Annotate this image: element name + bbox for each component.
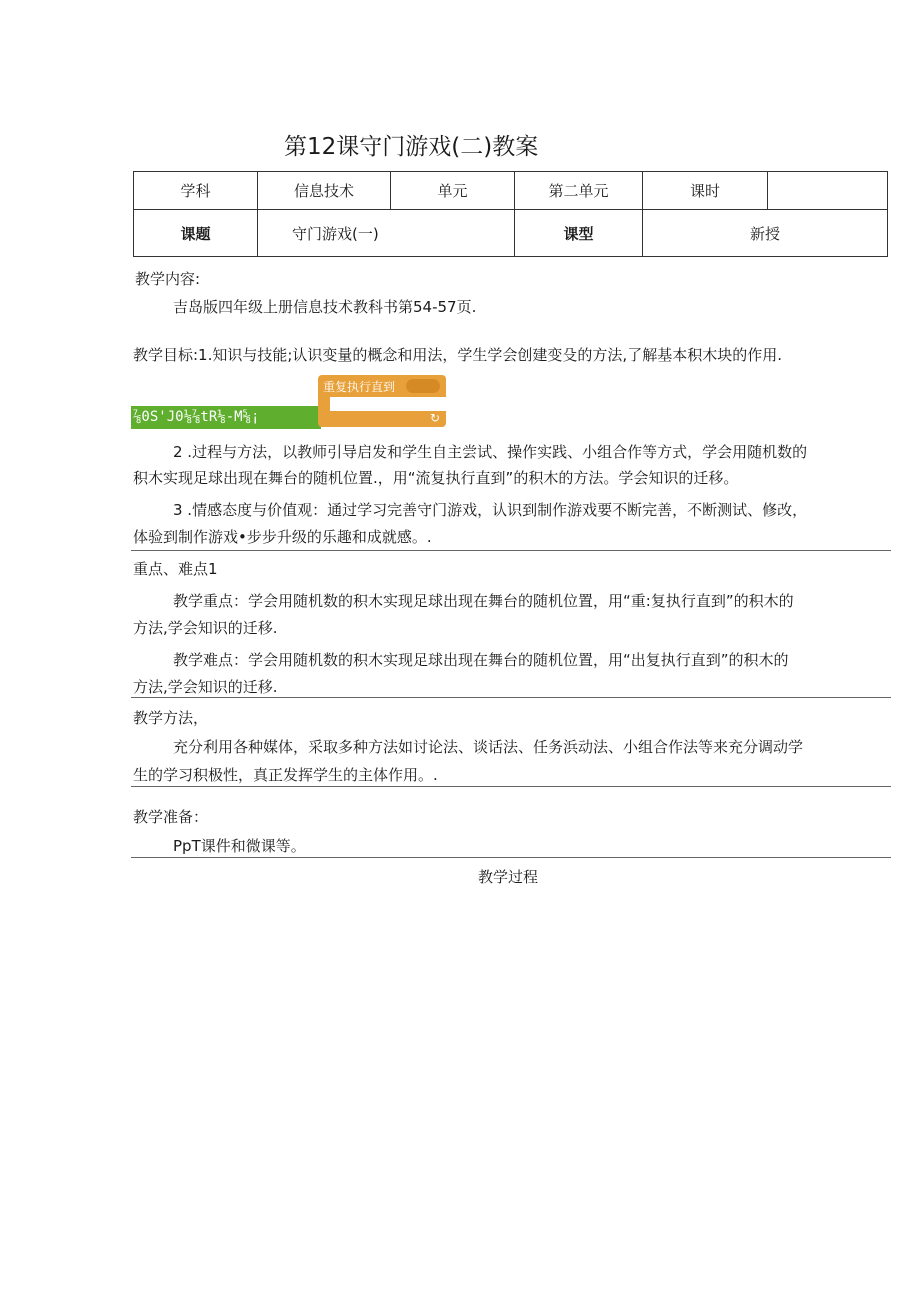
type-label: 课型	[515, 210, 643, 257]
content-text: 吉岛版四年级上册信息技术教科书第54-57页.	[173, 298, 477, 316]
objective-line-3b: 体验到制作游戏•步步升级的乐趣和成就感。.	[133, 528, 432, 546]
divider-2	[131, 697, 891, 698]
loop-arrow-icon: ↻	[430, 411, 441, 425]
objective-line-1: 教学目标:1.知识与技能;认识变量的概念和用法，学生学会创建变殳的方法,了解基本积木块的作用.	[133, 346, 782, 364]
objective-line-2a: 2 .过程与方法，以教师引导启发和学生自主尝试、操作实践、小组合作等方式，学会用随机数的	[173, 443, 808, 461]
info-row-1	[134, 172, 888, 210]
focus-line-a: 教学重点：学会用随机数的积木实现足球出现在舞台的随机位置，用“重:复执行直到”的积木的	[173, 592, 794, 610]
topic-value: 守门游戏(一)	[258, 210, 515, 257]
type-value: 新授	[643, 210, 888, 257]
difficulty-line-a: 教学难点：学会用随机数的积木实现足球出现在舞台的随机位置，用“出复执行直到”的积木的	[173, 651, 789, 669]
difficulty-line-b: 方法,学会知识的迁移.	[133, 678, 278, 696]
divider-4	[131, 857, 891, 858]
period-value	[768, 172, 888, 210]
content-heading: 教学内容:	[135, 270, 201, 288]
focus-line-b: 方法,学会知识的迁移.	[133, 619, 278, 637]
process-heading: 教学过程	[478, 868, 539, 886]
divider-3	[131, 786, 891, 787]
objective-line-3a: 3 .情感态度与价值观：通过学习完善守门游戏，认识到制作游戏要不断完善，不断测试、修改，	[173, 501, 808, 519]
preparation-text: PpT课件和微课等。	[173, 837, 306, 855]
repeat-until-block-label: 重复执行直到	[323, 380, 396, 394]
method-heading: 教学方法，	[133, 709, 209, 727]
subject-value: 信息技术	[258, 172, 391, 210]
method-line-b: 生的学习积极性，真正发挥学生的主体作用。.	[133, 766, 438, 784]
topic-label: 课题	[134, 210, 258, 257]
subject-label: 学科	[134, 172, 258, 210]
objective-line-2b: 积木实现足球出现在舞台的随机位置.，用“流复执行直到”的积木的方法。学会知识的迁移。	[133, 469, 739, 487]
lesson-info-table	[133, 171, 888, 257]
unit-value: 第二单元	[515, 172, 643, 210]
divider-1	[131, 550, 891, 551]
method-line-a: 充分利用各种媒体，采取多种方法如讨论法、谈话法、任务浜动法、小组合作法等来充分调动学	[173, 738, 804, 756]
unit-label: 单元	[391, 172, 515, 210]
garbled-text-band: ⅞0S'J0⅛⅞tR⅛-M⅝¡	[131, 406, 321, 429]
page-title: 第12课守门游戏(二)教案	[284, 134, 539, 160]
repeat-until-block-image	[318, 375, 448, 431]
keypoints-heading: 重点、难点1	[133, 560, 218, 578]
period-label: 课时	[643, 172, 768, 210]
info-row-2	[134, 210, 888, 257]
preparation-heading: 教学准备：	[133, 808, 209, 826]
